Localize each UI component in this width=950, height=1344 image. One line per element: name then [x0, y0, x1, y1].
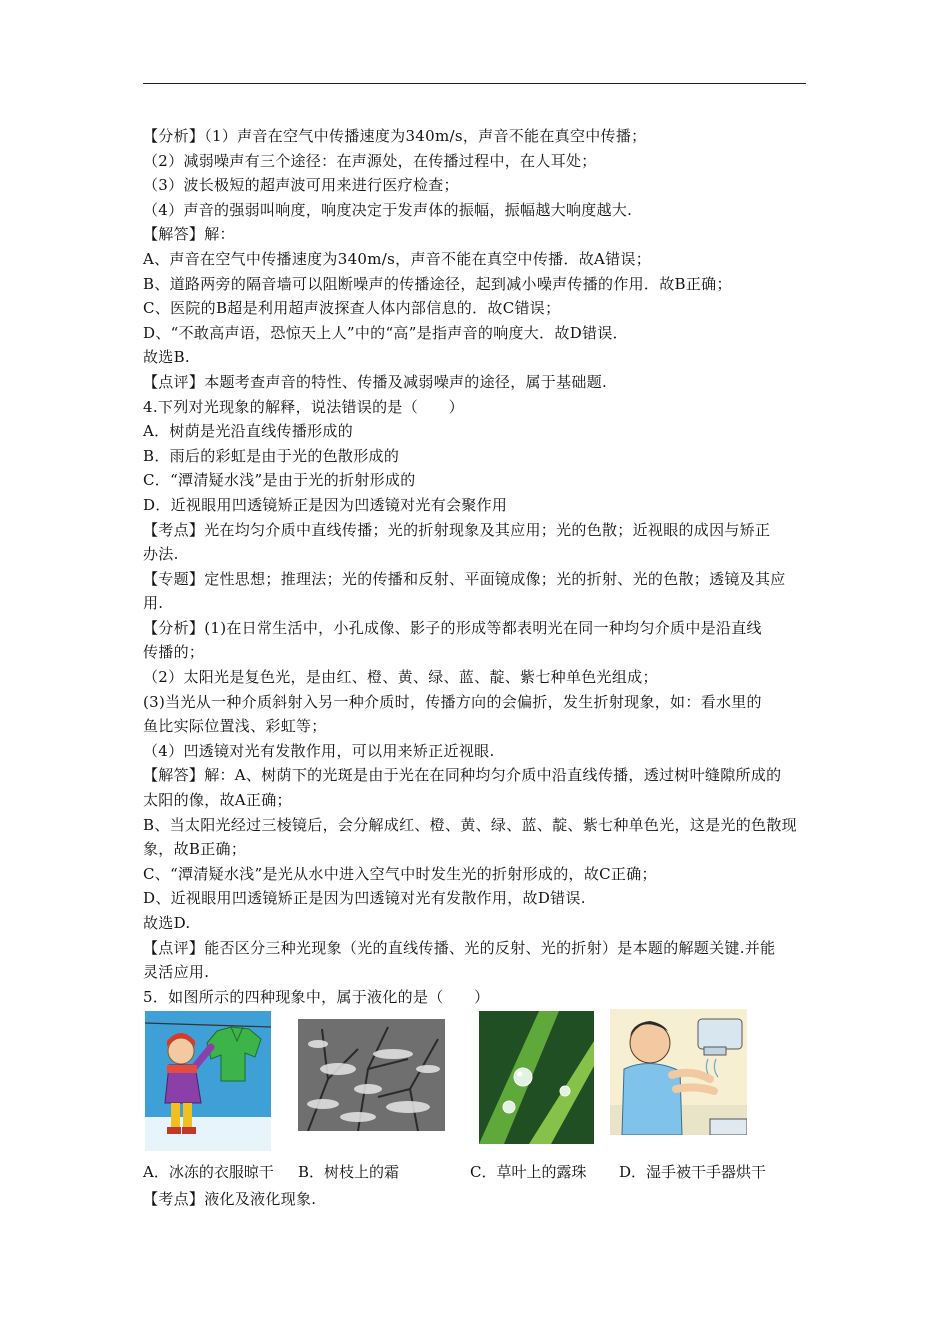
text-line: 故选B. — [143, 348, 190, 367]
text-line: 【点评】本题考查声音的特性、传播及减弱噪声的途径，属于基础题. — [143, 372, 608, 391]
text-line: 象，故B正确； — [143, 840, 247, 859]
text-line: （3）波长极短的超声波可用来进行医疗检查； — [143, 176, 459, 195]
text-line: D、近视眼用凹透镜矫正是因为凹透镜对光有发散作用，故D错误. — [143, 889, 586, 908]
text-line: 鱼比实际位置浅、彩虹等； — [143, 717, 327, 736]
text-line: 【考点】液化及液化现象. — [143, 1190, 317, 1209]
text-line: B、道路两旁的隔音墙可以阻断噪声的传播途径，起到减小噪声传播的作用．故B正确； — [143, 274, 732, 293]
question-4-stem: 4.下列对光现象的解释，说法错误的是（ ） — [143, 397, 464, 416]
figure-c-dew-drops — [479, 1011, 594, 1144]
text-line: 【分析】(1)在日常生活中，小孔成像、影子的形成等都表明光在同一种均匀介质中是沿直线 — [143, 618, 762, 637]
question-4-option-d: D．近视眼用凹透镜矫正是因为凹透镜对光有会聚作用 — [143, 495, 508, 514]
question-4-option-c: C．“潭清疑水浅”是由于光的折射形成的 — [143, 471, 416, 490]
text-line: （2）太阳光是复色光，是由红、橙、黄、绿、蓝、靛、紫七种单色光组成； — [143, 668, 658, 687]
text-line: 故选D. — [143, 914, 191, 932]
text-line: C、医院的B超是利用超声波探查人体内部信息的．故C错误； — [143, 299, 561, 318]
document-body — [143, 124, 809, 1212]
text-line: 灵活应用. — [143, 963, 210, 982]
text-line: D、“不敢高声语，恐惊天上人”中的“高”是指声音的响度大．故D错误． — [143, 323, 628, 342]
text-line: 【解答】解： — [143, 225, 235, 244]
text-line: 用. — [143, 594, 164, 613]
text-line: 【解答】解：A、树荫下的光斑是由于光在在同种均匀介质中沿直线传播，透过树叶缝隙所成的 — [143, 766, 782, 785]
text-line: 【点评】能否区分三种光现象（光的直线传播、光的反射、光的折射）是本题的解题关键.并能 — [143, 938, 776, 957]
caption-a: A．冰冻的衣服晾干 — [143, 1163, 274, 1182]
text-line: 【专题】定性思想；推理法；光的传播和反射、平面镜成像；光的折射、光的色散；透镜及其应 — [143, 569, 786, 588]
text-line: B、当太阳光经过三棱镜后，会分解成红、橙、黄、绿、蓝、靛、紫七种单色光，这是光的色散现 — [143, 815, 797, 834]
text-line: C、“潭清疑水浅”是光从水中进入空气中时发生光的折射形成的，故C正确； — [143, 864, 657, 883]
figure-captions — [143, 1159, 809, 1187]
text-line: 【考点】光在均匀介质中直线传播；光的折射现象及其应用；光的色散；近视眼的成因与矫正 — [143, 520, 771, 539]
text-line: 太阳的像，故A正确； — [143, 791, 292, 810]
question-4-option-b: B．雨后的彩虹是由于光的色散形成的 — [143, 446, 400, 465]
text-line: 传播的； — [143, 643, 205, 662]
text-line: 【分析】（1）声音在空气中传播速度为340m/s，声音不能在真空中传播； — [143, 127, 647, 145]
question-5-stem: 5．如图所示的四种现象中，属于液化的是（ ） — [143, 987, 490, 1006]
text-line: （4）凹透镜对光有发散作用，可以用来矫正近视眼. — [143, 741, 495, 760]
caption-b: B．树枝上的霜 — [298, 1163, 400, 1182]
header-rule — [143, 83, 806, 84]
figure-b-frost-branches — [298, 1019, 445, 1131]
text-line: (3)当光从一种介质斜射入另一种介质时，传播方向的会偏折，发生折射现象，如：看水里的 — [143, 692, 762, 711]
caption-d: D．湿手被干手器烘干 — [619, 1163, 767, 1182]
question-4-option-a: A．树荫是光沿直线传播形成的 — [143, 422, 354, 441]
figure-d-hand-dryer — [610, 1009, 747, 1135]
figure-a-frozen-clothes — [145, 1011, 271, 1151]
text-line: A、声音在空气中传播速度为340m/s，声音不能在真空中传播．故A错误； — [143, 249, 652, 268]
caption-c: C．草叶上的露珠 — [470, 1163, 587, 1182]
text-line: （4）声音的强弱叫响度，响度决定于发声体的振幅，振幅越大响度越大. — [143, 200, 633, 219]
text-line: （2）减弱噪声有三个途径：在声源处，在传播过程中，在人耳处； — [143, 151, 597, 170]
question-5-figures — [143, 1009, 809, 1159]
text-line: 办法. — [143, 545, 179, 564]
